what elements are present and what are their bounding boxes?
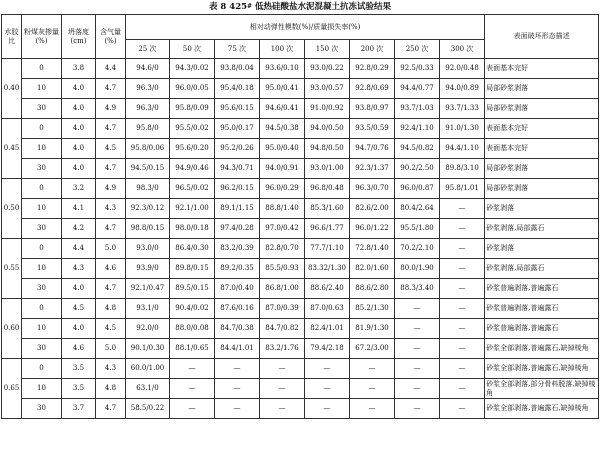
table-row xyxy=(2,259,599,279)
slump-cell: 4.2 xyxy=(62,219,96,239)
result-cell: 96.0/0.29 xyxy=(260,179,305,199)
result-cell: 95.0/0.41 xyxy=(260,79,305,99)
result-cell: — xyxy=(260,379,305,399)
result-cell: 94.5/0.82 xyxy=(395,139,440,159)
table-row xyxy=(2,219,599,239)
result-cell: 95.4/0.18 xyxy=(215,79,260,99)
result-cell: 89.8/3.10 xyxy=(440,159,485,179)
result-cell: 89.1/1.15 xyxy=(215,199,260,219)
result-cell: 95.0/0.17 xyxy=(215,119,260,139)
result-cell: — xyxy=(215,359,260,379)
result-cell: 94.8/0.50 xyxy=(305,139,350,159)
damage-description-cell: 表面基本完好 xyxy=(485,59,599,79)
result-cell: 72.8/1.40 xyxy=(350,239,395,259)
header-cycle: 25 次 xyxy=(126,40,170,59)
result-cell: 88.6/2.80 xyxy=(350,279,395,299)
result-cell: 94.5/0.38 xyxy=(260,119,305,139)
result-cell: 86.4/0.30 xyxy=(170,239,215,259)
result-cell: 93.0/0 xyxy=(126,239,170,259)
table-caption: 低热硅酸盐水泥混凝土抗冻试验结果 xyxy=(255,2,392,12)
ratio-cell: 0.55 xyxy=(2,239,22,299)
result-cell: 96.8/0.48 xyxy=(305,179,350,199)
slump-cell: 4.4 xyxy=(62,239,96,259)
fly-ash-cell: 0 xyxy=(22,299,62,319)
fly-ash-cell: 30 xyxy=(22,279,62,299)
slump-cell: 3.5 xyxy=(62,379,96,399)
air-content-cell: 4.8 xyxy=(96,379,126,399)
result-cell: — xyxy=(440,199,485,219)
result-cell: 96.0/1.22 xyxy=(350,219,395,239)
result-cell: 90.1/0.30 xyxy=(126,339,170,359)
result-cell: 94.5/0.15 xyxy=(126,159,170,179)
header-modulus-group: 相对动弹性模数(%)/质量损失率(%) xyxy=(126,15,485,40)
table-row xyxy=(2,279,599,299)
result-cell: 90.4/0.02 xyxy=(170,299,215,319)
result-cell: 82.6/2.00 xyxy=(350,199,395,219)
fly-ash-cell: 10 xyxy=(22,319,62,339)
table-row xyxy=(2,399,599,419)
damage-description-cell: 砂浆全部剥落,普遍露石,缺掉棱角 xyxy=(485,399,599,419)
result-cell: 85.5/0.93 xyxy=(260,259,305,279)
result-cell: 93.6/0.10 xyxy=(260,59,305,79)
table-row xyxy=(2,139,599,159)
slump-cell: 4.0 xyxy=(62,79,96,99)
result-cell: 82.0/1.60 xyxy=(350,259,395,279)
result-cell: — xyxy=(395,339,440,359)
fly-ash-cell: 0 xyxy=(22,119,62,139)
result-cell: 80.0/1.90 xyxy=(395,259,440,279)
result-cell: — xyxy=(395,299,440,319)
table-row xyxy=(2,339,599,359)
ratio-cell: 0.65 xyxy=(2,359,22,419)
table-title xyxy=(0,0,600,14)
result-cell: — xyxy=(170,359,215,379)
result-cell: 81.9/1.30 xyxy=(350,319,395,339)
result-cell: — xyxy=(350,359,395,379)
result-cell: — xyxy=(440,219,485,239)
result-cell: 94.9/0.46 xyxy=(170,159,215,179)
header-slump: 坍落度(cm) xyxy=(62,15,96,59)
result-cell: 87.0/0.63 xyxy=(305,299,350,319)
result-cell: 83.32/1.30 xyxy=(305,259,350,279)
table-row xyxy=(2,79,599,99)
damage-description-cell: 砂浆全部剥落,部分骨料脱落,缺掉棱角 xyxy=(485,379,599,399)
air-content-cell: 4.9 xyxy=(96,99,126,119)
result-cell: 91.0/0.92 xyxy=(305,99,350,119)
air-content-cell: 4.7 xyxy=(96,159,126,179)
damage-description-cell: 局部砂浆剥落 xyxy=(485,79,599,99)
ratio-cell: 0.60 xyxy=(2,299,22,359)
result-cell: 93.7/1.03 xyxy=(395,99,440,119)
slump-cell: 3.7 xyxy=(62,399,96,419)
result-cell: 92.8/0.69 xyxy=(350,79,395,99)
result-cell: 79.4/2.18 xyxy=(305,339,350,359)
result-cell: 83.2/1.76 xyxy=(260,339,305,359)
result-cell: 92.8/0.29 xyxy=(350,59,395,79)
result-cell: 67.2/3.00 xyxy=(350,339,395,359)
air-content-cell: 5.0 xyxy=(96,339,126,359)
damage-description-cell: 局部砂浆剥落 xyxy=(485,159,599,179)
air-content-cell: 4.3 xyxy=(96,359,126,379)
header-description: 表面破坏形态描述 xyxy=(485,15,599,59)
slump-cell: 4.0 xyxy=(62,279,96,299)
result-cell: — xyxy=(305,379,350,399)
result-cell: 77.7/1.10 xyxy=(305,239,350,259)
table-row xyxy=(2,59,599,79)
damage-description-cell: 局部砂浆剥落 xyxy=(485,179,599,199)
result-cell: 94.7/0.76 xyxy=(350,139,395,159)
result-cell: — xyxy=(305,359,350,379)
result-cell: — xyxy=(350,379,395,399)
result-cell: 95.6/0.20 xyxy=(170,139,215,159)
air-content-cell: 4.7 xyxy=(96,219,126,239)
result-cell: 89.5/0.15 xyxy=(170,279,215,299)
result-cell: 95.5/0.02 xyxy=(170,119,215,139)
fly-ash-cell: 10 xyxy=(22,139,62,159)
slump-cell: 3.2 xyxy=(62,179,96,199)
result-cell: 80.4/2.64 xyxy=(395,199,440,219)
result-cell: 96.0/0.87 xyxy=(395,179,440,199)
slump-cell: 4.3 xyxy=(62,259,96,279)
table-row xyxy=(2,199,599,219)
table-row xyxy=(2,379,599,399)
result-cell: 94.4/0.77 xyxy=(395,79,440,99)
result-cell: 86.8/1.00 xyxy=(260,279,305,299)
table-row xyxy=(2,299,599,319)
damage-description-cell: 砂浆全部剥落,普遍露石,缺掉棱角 xyxy=(485,339,599,359)
header-cycle: 50 次 xyxy=(170,40,215,59)
table-label: 表 8 xyxy=(208,2,227,12)
result-cell: 93.8/0.04 xyxy=(215,59,260,79)
result-cell: 92.3/0.12 xyxy=(126,199,170,219)
result-cell: — xyxy=(440,239,485,259)
result-cell: — xyxy=(395,359,440,379)
grade-mark: # xyxy=(247,3,253,10)
result-cell: — xyxy=(440,379,485,399)
result-cell: 88.3/3.40 xyxy=(395,279,440,299)
cement-grade: 425# xyxy=(229,2,253,12)
slump-cell: 4.0 xyxy=(62,119,96,139)
air-content-cell: 4.8 xyxy=(96,299,126,319)
result-cell: — xyxy=(170,379,215,399)
result-cell: 85.3/1.60 xyxy=(305,199,350,219)
result-cell: 92.5/0.33 xyxy=(395,59,440,79)
air-content-cell: 4.7 xyxy=(96,399,126,419)
air-content-cell: 4.7 xyxy=(96,79,126,99)
result-cell: 58.5/0.22 xyxy=(126,399,170,419)
result-cell: 82.8/0.70 xyxy=(260,239,305,259)
result-cell: 92.3/1.37 xyxy=(350,159,395,179)
damage-description-cell: 砂浆剥落 xyxy=(485,199,599,219)
header-cycle: 75 次 xyxy=(215,40,260,59)
result-cell: 93.0/1.00 xyxy=(305,159,350,179)
result-cell: 93.8/0.97 xyxy=(350,99,395,119)
result-cell: 95.0/0.40 xyxy=(260,139,305,159)
result-cell: 98.8/0.15 xyxy=(126,219,170,239)
result-cell: 95.8/0.06 xyxy=(126,139,170,159)
slump-cell: 4.5 xyxy=(62,299,96,319)
result-cell: 96.0/0.05 xyxy=(170,79,215,99)
result-cell: 87.0/0.39 xyxy=(260,299,305,319)
result-cell: 84.7/0.82 xyxy=(260,319,305,339)
result-cell: 96.2/0.15 xyxy=(215,179,260,199)
fly-ash-cell: 30 xyxy=(22,219,62,239)
result-cell: 94.6/0.41 xyxy=(260,99,305,119)
damage-description-cell: 砂浆剥落,局部露石 xyxy=(485,259,599,279)
fly-ash-cell: 10 xyxy=(22,199,62,219)
result-cell: — xyxy=(305,399,350,419)
air-content-cell: 4.7 xyxy=(96,119,126,139)
table-row xyxy=(2,159,599,179)
fly-ash-cell: 0 xyxy=(22,179,62,199)
slump-cell: 4.0 xyxy=(62,139,96,159)
result-cell: 96.6/1.77 xyxy=(305,219,350,239)
result-cell: 94.0/0.91 xyxy=(260,159,305,179)
result-cell: 92.0/0 xyxy=(126,319,170,339)
result-cell: 94.3/0.02 xyxy=(170,59,215,79)
air-content-cell: 4.5 xyxy=(96,139,126,159)
result-cell: 93.7/1.33 xyxy=(440,99,485,119)
result-cell: 96.3/0 xyxy=(126,79,170,99)
slump-cell: 4.0 xyxy=(62,99,96,119)
result-cell: — xyxy=(440,319,485,339)
air-content-cell: 4.7 xyxy=(96,279,126,299)
result-cell: — xyxy=(395,379,440,399)
damage-description-cell: 砂浆普遍剥落,普遍露石 xyxy=(485,299,599,319)
result-cell: 88.8/1.40 xyxy=(260,199,305,219)
result-cell: 88.6/2.40 xyxy=(305,279,350,299)
result-cell: — xyxy=(215,399,260,419)
damage-description-cell: 表面基本完好 xyxy=(485,119,599,139)
fly-ash-cell: 10 xyxy=(22,259,62,279)
ratio-cell: 0.50 xyxy=(2,179,22,239)
result-cell: 94.3/0.71 xyxy=(215,159,260,179)
result-cell: — xyxy=(440,359,485,379)
result-cell: 85.2/1.30 xyxy=(350,299,395,319)
table-row xyxy=(2,179,599,199)
slump-cell: 4.0 xyxy=(62,159,96,179)
result-cell: 98.3/0 xyxy=(126,179,170,199)
fly-ash-cell: 10 xyxy=(22,79,62,99)
result-cell: — xyxy=(170,399,215,419)
fly-ash-cell: 30 xyxy=(22,99,62,119)
result-cell: — xyxy=(260,359,305,379)
fly-ash-cell: 10 xyxy=(22,379,62,399)
result-cell: 96.3/0 xyxy=(126,99,170,119)
result-cell: 88.1/0.65 xyxy=(170,339,215,359)
result-cell: 93.9/0 xyxy=(126,259,170,279)
result-cell: 93.5/0.59 xyxy=(350,119,395,139)
result-cell: 94.6/0 xyxy=(126,59,170,79)
header-cycle: 200 次 xyxy=(350,40,395,59)
header-ratio: 水胶比 xyxy=(2,15,22,59)
result-cell: 92.0/0.48 xyxy=(440,59,485,79)
result-cell: 95.8/1.01 xyxy=(440,179,485,199)
result-cell: — xyxy=(440,259,485,279)
result-cell: — xyxy=(440,399,485,419)
result-cell: 96.3/0.70 xyxy=(350,179,395,199)
damage-description-cell: 表面基本完好 xyxy=(485,139,599,159)
result-cell: 97.4/0.28 xyxy=(215,219,260,239)
air-content-cell: 4.5 xyxy=(96,319,126,339)
result-cell: 60.0/1.00 xyxy=(126,359,170,379)
result-cell: — xyxy=(215,379,260,399)
result-cell: 98.0/0.18 xyxy=(170,219,215,239)
ratio-cell: 0.45 xyxy=(2,119,22,179)
result-cell: 94.0/0.50 xyxy=(305,119,350,139)
slump-cell: 4.1 xyxy=(62,199,96,219)
header-cycle: 300 次 xyxy=(440,40,485,59)
ratio-cell: 0.40 xyxy=(2,59,22,119)
result-cell: 91.0/1.30 xyxy=(440,119,485,139)
table-row xyxy=(2,239,599,259)
result-cell: — xyxy=(440,339,485,359)
result-cell: 95.5/1.80 xyxy=(395,219,440,239)
damage-description-cell: 砂浆普遍剥落,普遍露石 xyxy=(485,319,599,339)
result-cell: 96.5/0.02 xyxy=(170,179,215,199)
result-cell: 89.8/0.15 xyxy=(170,259,215,279)
result-cell: 84.7/0.38 xyxy=(215,319,260,339)
result-cell: — xyxy=(395,399,440,419)
result-cell: 92.4/1.10 xyxy=(395,119,440,139)
damage-description-cell: 砂浆普遍剥落,普遍露石 xyxy=(485,279,599,299)
result-cell: 95.6/0.15 xyxy=(215,99,260,119)
fly-ash-cell: 0 xyxy=(22,359,62,379)
result-cell: 87.0/0.40 xyxy=(215,279,260,299)
slump-cell: 4.0 xyxy=(62,319,96,339)
result-cell: 95.8/0 xyxy=(126,119,170,139)
header-cycle: 250 次 xyxy=(395,40,440,59)
slump-cell: 4.6 xyxy=(62,339,96,359)
slump-cell: 3.5 xyxy=(62,359,96,379)
table-row xyxy=(2,99,599,119)
fly-ash-cell: 30 xyxy=(22,159,62,179)
fly-ash-cell: 0 xyxy=(22,59,62,79)
damage-description-cell: 砂浆剥落,局部露石 xyxy=(485,219,599,239)
table-row xyxy=(2,359,599,379)
result-cell: — xyxy=(395,319,440,339)
result-cell: 88.0/0.08 xyxy=(170,319,215,339)
header-cycle: 100 次 xyxy=(260,40,305,59)
header-fly-ash: 粉煤灰掺量(%) xyxy=(22,15,62,59)
result-cell: 94.4/1.10 xyxy=(440,139,485,159)
air-content-cell: 4.9 xyxy=(96,179,126,199)
header-cycle: 150 次 xyxy=(305,40,350,59)
result-cell: 92.1/1.00 xyxy=(170,199,215,219)
damage-description-cell: 砂浆剥落 xyxy=(485,239,599,259)
result-cell: 83.2/0.39 xyxy=(215,239,260,259)
result-cell: 63.1/0 xyxy=(126,379,170,399)
table-row xyxy=(2,119,599,139)
freeze-thaw-table xyxy=(1,14,599,419)
fly-ash-cell: 0 xyxy=(22,239,62,259)
result-cell: 94.0/0.89 xyxy=(440,79,485,99)
result-cell: — xyxy=(260,399,305,419)
air-content-cell: 4.3 xyxy=(96,199,126,219)
result-cell: 89.2/0.35 xyxy=(215,259,260,279)
result-cell: 90.2/2.50 xyxy=(395,159,440,179)
fly-ash-cell: 30 xyxy=(22,339,62,359)
result-cell: 95.8/0.09 xyxy=(170,99,215,119)
result-cell: — xyxy=(440,299,485,319)
result-cell: 93.0/0.22 xyxy=(305,59,350,79)
air-content-cell: 4.4 xyxy=(96,59,126,79)
result-cell: 93.0/0.57 xyxy=(305,79,350,99)
result-cell: 87.6/0.16 xyxy=(215,299,260,319)
result-cell: 97.0/0.42 xyxy=(260,219,305,239)
result-cell: 84.4/1.01 xyxy=(215,339,260,359)
result-cell: 70.2/2.10 xyxy=(395,239,440,259)
result-cell: 92.1/0.47 xyxy=(126,279,170,299)
slump-cell: 3.8 xyxy=(62,59,96,79)
result-cell: — xyxy=(350,399,395,419)
result-cell: 95.2/0.26 xyxy=(215,139,260,159)
table-row xyxy=(2,319,599,339)
damage-description-cell: 局部砂浆剥落 xyxy=(485,99,599,119)
damage-description-cell: 砂浆全部剥落,普遍露石,缺掉棱角 xyxy=(485,359,599,379)
air-content-cell: 4.6 xyxy=(96,259,126,279)
result-cell: 82.4/1.01 xyxy=(305,319,350,339)
result-cell: 93.1/0 xyxy=(126,299,170,319)
result-cell: — xyxy=(440,279,485,299)
header-air-content: 含气量(%) xyxy=(96,15,126,59)
fly-ash-cell: 30 xyxy=(22,399,62,419)
air-content-cell: 5.0 xyxy=(96,239,126,259)
